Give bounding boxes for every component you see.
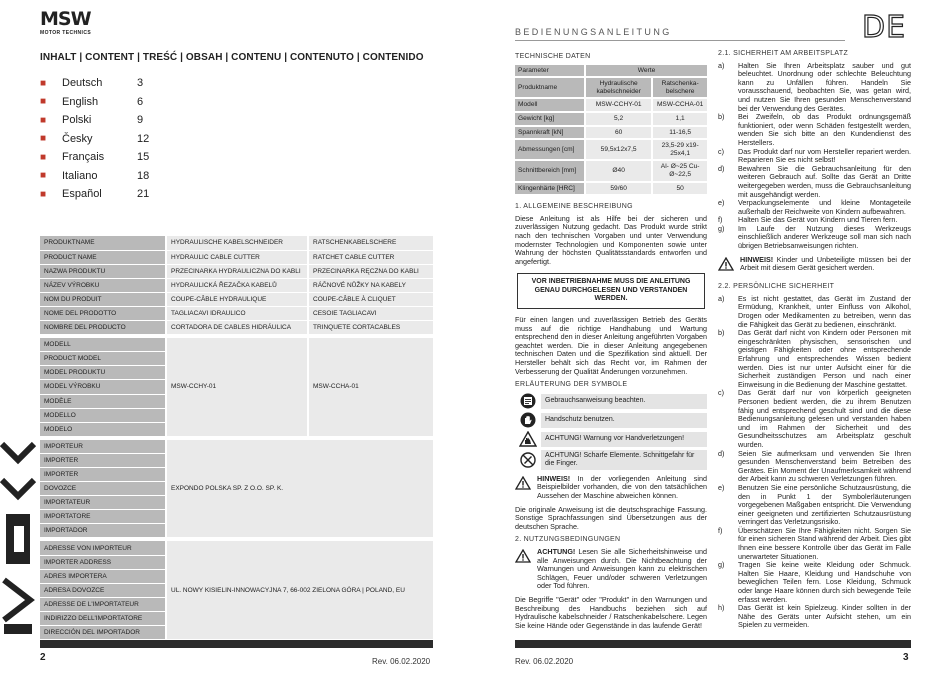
usage-text: Die Begriffe "Gerät" oder "Produkt" in den Warnungen und Beschreibung des Handbuchs beziehen sich auf Hydraulische kabelschneider / Ratschenkabelschere. Legen Sie keine Hände oder Gegenstände in das laufende Gerät! <box>515 594 707 630</box>
cell-value: TAGLIACAVI IDRAULICO <box>166 306 308 320</box>
symbol-text: Gebrauchsanweisung beachten. <box>541 394 707 409</box>
row-label: ADRESA DOVOZCE <box>40 583 166 597</box>
symbols-list <box>515 393 707 470</box>
symbol-text: Handschutz benutzen. <box>541 413 707 428</box>
list-marker: b) <box>718 328 725 338</box>
toc-language: Français <box>62 151 105 164</box>
toc-page: 9 <box>137 114 144 127</box>
tech-value: Ø40 <box>585 160 652 181</box>
list-item <box>718 113 911 147</box>
cell-value: PRZECINARKA RĘCZNA DO KABLI <box>308 264 433 278</box>
workplace-hint <box>718 256 911 274</box>
list-text: Bewahren Sie die Gebrauchsanleitung für den weiteren Gebrauch auf. Sollte das Gerät an Dritte weitergegeben werden, muss die Gebrauchsanleitung mit ausgehändigt werden. <box>738 163 911 199</box>
cell-value: HYDRAULISCHE KABELSCHNEIDER <box>166 236 308 250</box>
row-label: NAZWA PRODUKTU <box>40 264 166 278</box>
tech-value: 50 <box>652 182 707 196</box>
toc-language: Italiano <box>62 169 98 182</box>
list-item <box>718 62 911 114</box>
tech-value: 60 <box>585 126 652 140</box>
list-marker: d) <box>718 448 725 458</box>
tech-row <box>515 139 707 160</box>
language-code: DE <box>862 10 907 45</box>
tech-row <box>515 126 707 140</box>
row-label: ADRES IMPORTERA <box>40 569 166 583</box>
personal-title: 2.2. PERSÖNLICHE SICHERHEIT <box>718 283 835 291</box>
list-text: Halten Sie das Gerät von Kindern und Tieren fern. <box>738 215 898 225</box>
tech-header-row <box>515 65 707 78</box>
list-text: Das Gerät ist kein Spielzeug. Kinder sollten in der Nähe des Geräts unter Aufsicht stehen, um ein Spielen zu vermeiden. <box>738 603 911 630</box>
symbols-title: ERLÄUTERUNG DER SYMBOLE <box>515 381 628 389</box>
gloves-icon <box>515 412 541 429</box>
list-marker: b) <box>718 112 725 122</box>
hint-text: In der vorliegenden Anleitung sind Beispielbilder vorhanden, die von den tatsächlichen Aussehen der Maschine abweichen können. <box>537 473 707 500</box>
toc-language: Česky <box>62 132 93 145</box>
tech-value: Hydraulische kabelschneider <box>585 77 652 98</box>
tech-value: 5,2 <box>585 112 652 126</box>
tech-param: Modell <box>515 98 585 112</box>
brand-logo <box>40 10 110 36</box>
list-item <box>718 604 911 630</box>
symbol-text: ACHTUNG! Scharfe Elemente. Schnittgefahr für die Finger. <box>541 450 707 470</box>
table-row <box>40 541 433 555</box>
list-item <box>718 165 911 199</box>
cell-value: COUPE-CÂBLE À CLIQUET <box>308 292 433 306</box>
tech-param: Schnittbereich [mm] <box>515 160 585 181</box>
page-number-left: 2 <box>40 652 46 663</box>
list-item <box>718 295 911 329</box>
bullet-icon: ■ <box>40 96 47 108</box>
toc-item <box>40 167 200 186</box>
toc-item <box>40 148 200 167</box>
row-label: ADRESSE DE L'IMPORTATEUR <box>40 597 166 611</box>
cell-value: HYDRAULICKÁ ŘEZAČKA KABELŮ <box>166 278 308 292</box>
row-label: IMPORTER <box>40 453 166 467</box>
row-label: MODELO <box>40 422 166 436</box>
tech-value: Ratschenka-belschere <box>652 77 707 98</box>
bullet-icon: ■ <box>40 114 47 126</box>
workplace-list <box>718 62 911 251</box>
row-label: IMPORTER ADDRESS <box>40 555 166 569</box>
row-label: MODEL PRODUKTU <box>40 366 166 380</box>
tech-data-title: TECHNISCHE DATEN <box>515 53 591 60</box>
tech-param: Spannkraft [kN] <box>515 126 585 140</box>
table-row <box>40 306 433 320</box>
row-label: NOME DEL PRODOTTO <box>40 306 166 320</box>
general-text-2: Für einen langen und zuverlässigen Betrieb des Geräts muss auf die richtige Handhabung und Wartung entsprechend den in dieser Anleitung angeführten Vorgaben geachtet werden. Die in dieser Anleitung angegebenen technischen Daten und die Spezifikation sind aktuell. Der Hersteller behält sich das Recht vor, im Rahmen der Verbesserung der Qualität Änderungen vorzunehmen. <box>515 315 707 376</box>
workplace-title: 2.1. SICHERHEIT AM ARBEITSPLATZ <box>718 50 849 57</box>
toc-page: 18 <box>137 169 150 182</box>
toc-item <box>40 130 200 149</box>
tech-value: 59/60 <box>585 182 652 196</box>
list-item <box>718 148 911 165</box>
list-marker: e) <box>718 198 725 208</box>
usage-warn-label: ACHTUNG! <box>537 546 576 556</box>
table-row <box>40 250 433 264</box>
tech-row <box>515 98 707 112</box>
personal-list <box>718 295 911 630</box>
cell-value: CESOIE TAGLIACAVI <box>308 306 433 320</box>
warning-triangle-icon <box>718 256 740 274</box>
table-row <box>40 292 433 306</box>
cell-value: RATSCHENKABELSCHERE <box>308 236 433 250</box>
toc-language: Polski <box>62 114 92 127</box>
cell-value: RATCHET CABLE CUTTER <box>308 250 433 264</box>
revision-right: Rev. 06.02.2020 <box>515 657 574 666</box>
symbol-item <box>515 412 707 429</box>
tech-param: Gewicht [kg] <box>515 112 585 126</box>
row-label: INDIRIZZO DELL'IMPORTATORE <box>40 611 166 625</box>
table-row <box>40 236 433 250</box>
table-row <box>40 264 433 278</box>
tech-row <box>515 77 707 98</box>
list-marker: e) <box>718 482 725 492</box>
list-marker: g) <box>718 223 725 233</box>
table-row <box>40 278 433 292</box>
list-text: Das Gerät darf nur von körperlich geeigneten Personen bedient werden, die zu ihrem Benutzen fähig und entsprechend geschult sind und die diese Bedienungsanleitung gelesen und verstanden haben und im Rahmen der Sicherheit und des Gesundheitsschutzes am Arbeitsplatz geschult wurden. <box>738 388 911 449</box>
tech-param: Produktname <box>515 77 585 98</box>
tech-param-header: Parameter <box>515 65 585 78</box>
usage-title: 2. NUTZUNGSBEDINGUNGEN <box>515 536 621 544</box>
row-label: MODÈLE <box>40 394 166 408</box>
model-value: MSW-CCHY-01 <box>166 338 308 437</box>
usage-warn-text: Lesen Sie alle Sicherheitshinweise und alle Anweisungen durch. Die Nichtbeachtung der Warnungen und Anweisungen kann zu elektrischen Schlägen, Feuer und/oder schweren Verletzungen oder Tod führen. <box>537 546 707 591</box>
header-divider <box>515 40 845 41</box>
row-label: NOMBRE DEL PRODUCTO <box>40 321 166 335</box>
list-item <box>718 527 911 561</box>
list-text: Seien Sie aufmerksam und verwenden Sie Ihren gesunden Menschenverstand beim Betreiben des Gerätes. Ein Moment der Unaufmerksamkeit während der Arbeit kann zu schweren Verletzungen führen. <box>738 448 911 484</box>
list-text: Bei Zweifeln, ob das Produkt ordnungsgemäß funktioniert, oder wenn Schäden festgestellt werden, wenden Sie sich bitte an den Kundendienst des Herstellers. <box>738 112 911 147</box>
table-row <box>40 321 433 335</box>
important-notice-box: VOR INBETRIEBNAHME MUSS DIE ANLEITUNG GENAU DURCHGELESEN UND VERSTANDEN WERDEN. <box>517 273 705 309</box>
row-label: PRODUCT MODEL <box>40 352 166 366</box>
manual-icon <box>515 393 541 410</box>
tech-row <box>515 160 707 181</box>
table-of-contents <box>40 74 200 204</box>
table-row <box>40 439 433 453</box>
table-row <box>40 338 433 352</box>
toc-title: INHALT | CONTENT | TREŚĆ | OBSAH | CONTENU | CONTENUTO | CONTENIDO <box>40 52 424 63</box>
toc-language: Deutsch <box>62 77 103 90</box>
row-label: IMPORTATEUR <box>40 496 166 510</box>
product-info-table <box>40 236 433 640</box>
row-label: MODELLO <box>40 408 166 422</box>
row-label: DIRECCIÓN DEL IMPORTADOR <box>40 626 166 640</box>
list-item <box>718 329 911 389</box>
toc-language: Español <box>62 188 102 201</box>
tech-value: 1,1 <box>652 112 707 126</box>
tech-value: MSW-CCHY-01 <box>585 98 652 112</box>
right-page-column-2 <box>718 50 911 630</box>
workplace-hint-text: Kinder und Unbeteiligte müssen bei der Arbeit mit diesem Gerät gesichert werden. <box>740 254 911 273</box>
list-marker: c) <box>718 146 724 156</box>
cell-value: HYDRAULIC CABLE CUTTER <box>166 250 308 264</box>
hint-label: HINWEIS! <box>537 473 571 483</box>
toc-language: English <box>62 95 99 108</box>
toc-page: 3 <box>137 77 144 90</box>
importer-value: EXPONDO POLSKA SP. Z O.O. SP. K. <box>166 439 433 538</box>
list-item <box>718 484 911 527</box>
toc-item <box>40 93 200 112</box>
toc-page: 12 <box>137 132 150 145</box>
list-text: Im Laufe der Nutzung dieses Werkzeugs einschließlich anderer Werkzeuge soll man sich nach übrigen Betriebsanweisungen richten. <box>738 223 911 251</box>
row-label: IMPORTATORE <box>40 510 166 524</box>
list-item <box>718 389 911 449</box>
bullet-icon: ■ <box>40 170 47 182</box>
tech-value: Al- Ø~25 Cu- Ø~22,5 <box>652 160 707 181</box>
toc-item <box>40 74 200 93</box>
list-text: Verpackungselemente und kleine Montageteile außerhalb der Reichweite von Kindern aufbewahren. <box>738 198 911 216</box>
list-marker: h) <box>718 603 725 613</box>
bullet-icon: ■ <box>40 77 47 89</box>
bullet-icon: ■ <box>40 133 47 145</box>
row-label: MODELL <box>40 338 166 352</box>
list-marker: c) <box>718 388 724 398</box>
list-text: Überschätzen Sie Ihre Fähigkeiten nicht. Sorgen Sie für einen sicheren Stand während der Arbeit. Dies gibt Ihnen eine bessere Kontrolle über das Gerät im Falle unerwarteter Situationen. <box>738 525 911 561</box>
tech-row <box>515 182 707 196</box>
cell-value: PRZECINARKA HYDRAULICZNA DO KABLI <box>166 264 308 278</box>
list-marker: a) <box>718 293 725 303</box>
row-label: IMPORTEUR <box>40 439 166 453</box>
tech-param: Abmessungen [cm] <box>515 139 585 160</box>
hint-note <box>515 475 707 501</box>
logo-subtitle: MOTOR TECHNICS <box>40 30 92 36</box>
warning-triangle-icon <box>515 475 537 501</box>
toc-page: 6 <box>137 95 144 108</box>
row-label: IMPORTADOR <box>40 524 166 538</box>
cell-value: CORTADORA DE CABLES HIDRÁULICA <box>166 321 308 335</box>
list-marker: a) <box>718 60 725 70</box>
hand-injury-warning-icon <box>515 431 541 448</box>
toc-page: 21 <box>137 188 150 201</box>
symbol-text: ACHTUNG! Warnung vor Handverletzungen! <box>541 432 707 447</box>
tech-value: 11-16,5 <box>652 126 707 140</box>
symbol-item <box>515 431 707 448</box>
list-text: Tragen Sie keine weite Kleidung oder Schmuck. Halten Sie Haare, Kleidung und Handschuhe von beweglichen Teilen fern. Lose Kleidung, Schmuck oder lange Haare können durch sich bewegende Teile erfasst werden. <box>738 560 911 604</box>
manual-title: BEDIENUNGSANLEITUNG <box>515 27 672 37</box>
footer-bar-right <box>515 640 911 648</box>
bullet-icon: ■ <box>40 151 47 163</box>
row-label: IMPORTER <box>40 468 166 482</box>
list-item <box>718 561 911 604</box>
cell-value: COUPE-CÂBLE HYDRAULIQUE <box>166 292 308 306</box>
row-label: ADRESSE VON IMPORTEUR <box>40 541 166 555</box>
bullet-icon: ■ <box>40 188 47 200</box>
logo-mark: MSW <box>40 8 91 30</box>
list-marker: g) <box>718 560 725 570</box>
tech-value: MSW-CCHA-01 <box>652 98 707 112</box>
warning-triangle-icon <box>515 548 537 591</box>
toc-item <box>40 111 200 130</box>
sharp-elements-icon <box>515 451 541 468</box>
tech-values-header: Werte <box>585 65 707 78</box>
cell-value: RÁČNOVÉ NŮŽKY NA KABELY <box>308 278 433 292</box>
general-title: 1. ALLGEMEINE BESCHREIBUNG <box>515 203 633 211</box>
list-item <box>718 225 911 251</box>
list-item <box>718 450 911 484</box>
list-text: Das Produkt darf nur vom Hersteller repariert werden. Reparieren Sie es nicht selbst! <box>738 146 911 165</box>
cell-value: TRINQUETE CORTACABLES <box>308 321 433 335</box>
decorative-logo-icon <box>0 440 36 636</box>
list-marker: f) <box>718 525 723 535</box>
address-value: UL. NOWY KISIELIN-INNOWACYJNA 7, 66-002 ZIELONA GÓRA | POLAND, EU <box>166 541 433 640</box>
toc-page: 15 <box>137 151 150 164</box>
row-label: PRODUKTNAME <box>40 236 166 250</box>
revision-left: Rev. 06.02.2020 <box>372 657 431 666</box>
list-marker: d) <box>718 163 725 173</box>
original-language-text: Die originale Anweisung ist die deutschsprachige Fassung. Sonstige Sprachfassungen sind Übersetzungen aus der deutschen Sprache. <box>515 504 707 531</box>
list-item <box>718 199 911 216</box>
list-marker: f) <box>718 215 723 225</box>
tech-param: Klingenhärte [HRC] <box>515 182 585 196</box>
row-label: MODEL VÝROBKU <box>40 380 166 394</box>
list-text: Es ist nicht gestattet, das Gerät im Zustand der Ermüdung, Krankheit, unter Einfluss von Alkohol, Drogen oder Medikamenten zu betreiben, wenn das die Fähigkeit das Gerät zu bedienen, einschränkt. <box>738 293 911 329</box>
tech-row <box>515 112 707 126</box>
row-label: DOVOZCE <box>40 482 166 496</box>
model-value: MSW-CCHA-01 <box>308 338 433 437</box>
workplace-hint-label: HINWEIS! <box>740 254 774 264</box>
list-text: Benutzen Sie eine persönliche Schutzausrüstung, die den in Punkt 1 der Symbolerläuterungen vorgegebenen Maßgaben entspricht. Die Verwendung einer geeigneten und zertifizierten Schutzausrüstung verringert das Verletzungsrisiko. <box>738 482 911 527</box>
general-text: Diese Anleitung ist als Hilfe bei der sicheren und zuverlässigen Nutzung gedacht. Das Produkt wurde strikt nach den technischen Vorgaben und unter Verwendung modernster Technologien und Komponenten sowie unter Wahrung der höchsten Qualitätsstandards entworfen und angefertigt. <box>515 213 707 266</box>
footer-bar-left <box>40 640 433 648</box>
tech-data-table <box>515 65 707 197</box>
tech-value: 23,5-29 x19-25x4,1 <box>652 139 707 160</box>
symbol-item <box>515 450 707 470</box>
right-page-column-1 <box>515 53 707 630</box>
symbol-item <box>515 393 707 410</box>
row-label: NOM DU PRODUIT <box>40 292 166 306</box>
tech-value: 59,5x12x7,5 <box>585 139 652 160</box>
page-number-right: 3 <box>903 652 909 663</box>
usage-warning <box>515 548 707 591</box>
toc-item <box>40 185 200 204</box>
row-label: PRODUCT NAME <box>40 250 166 264</box>
list-text: Das Gerät darf nicht von Kindern oder Personen mit eingeschränkten physischen, sensorischen und geistigen Fähigkeiten oder ohne entsprechende Erfahrung und entsprechendes Wissen bedient werden. Dies ist nur unter Aufsicht einer für die Sicherheit zuständigen Person und nach einer Einweisung in die Bedienung der Maschine gestattet. <box>738 328 911 389</box>
row-label: NÁZEV VÝROBKU <box>40 278 166 292</box>
list-text: Halten Sie Ihren Arbeitsplatz sauber und gut beleuchtet. Unordnung oder schlechte Beleuchtung kann zu Unfällen führen. Handeln Sie vorausschauend, beobachten Sie, was getan wird, und nutzen Sie Ihren gesunden Menschenverstand bei der Verwendung des Gerätes. <box>738 60 911 113</box>
